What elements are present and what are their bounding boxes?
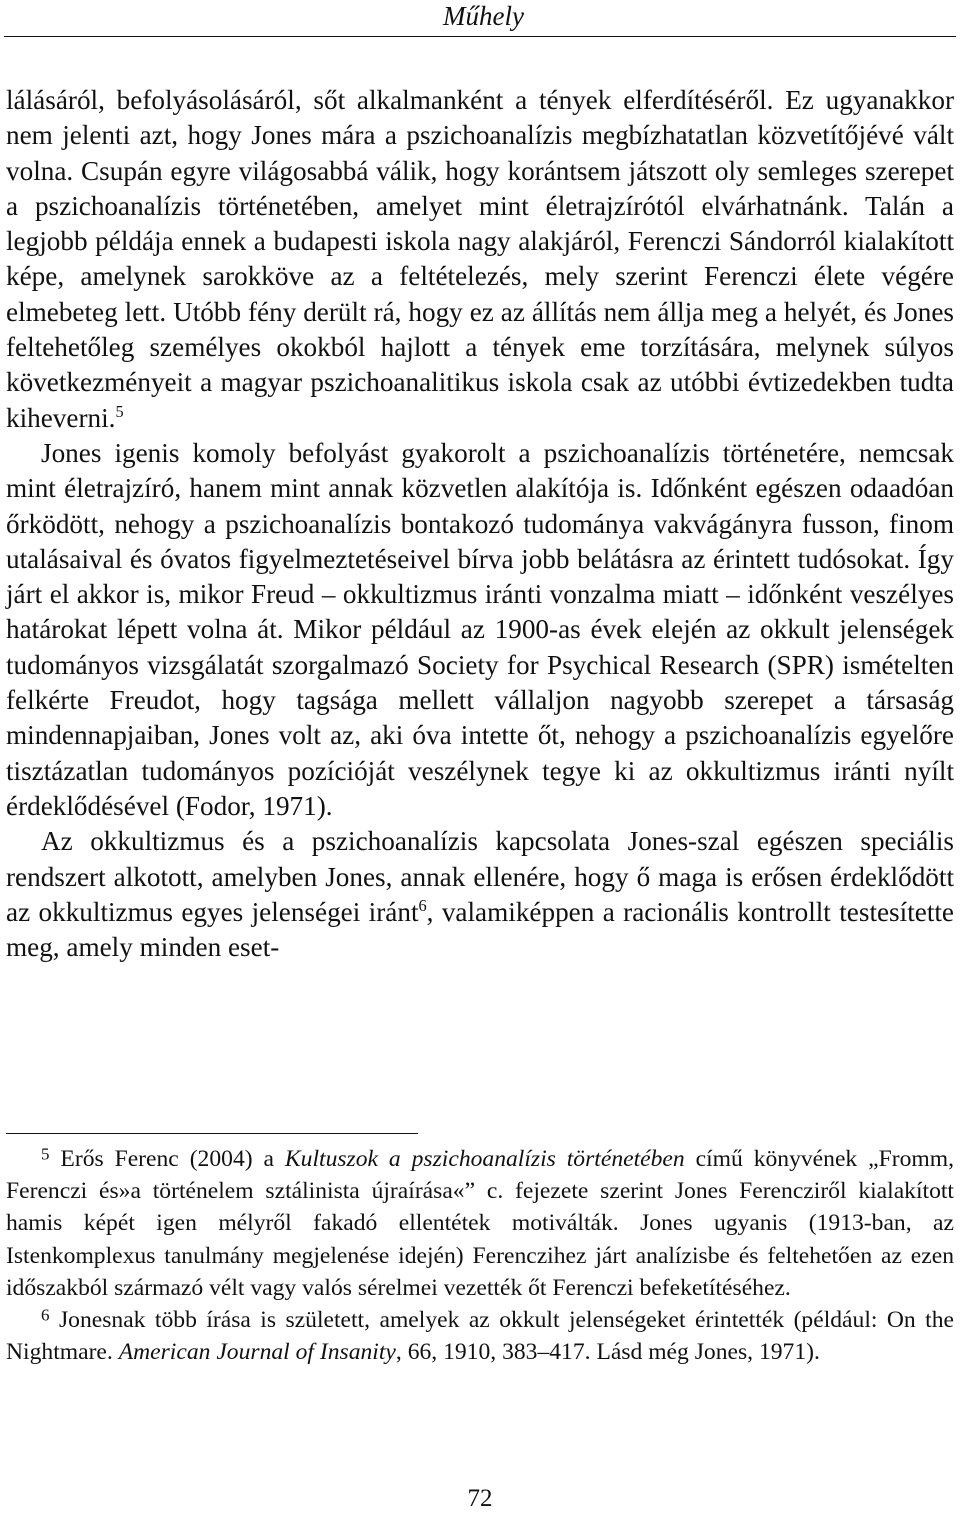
page-number: 72 (467, 1485, 493, 1512)
paragraph-1 (6, 83, 954, 436)
running-header (0, 0, 960, 36)
footnote-5-number: 5 (41, 1144, 50, 1164)
footnote-rule (6, 1133, 418, 1134)
header-rule (4, 36, 956, 37)
main-text (6, 83, 954, 965)
paragraph-3 (6, 824, 954, 965)
footnote-ref-6: 6 (418, 895, 427, 915)
footnote-6 (6, 1304, 954, 1368)
header-title: Műhely (443, 1, 524, 31)
footnotes (6, 1143, 954, 1368)
footnote-5-book-title: Kultuszok a pszichoanalízis történetében (284, 1146, 685, 1172)
footnote-5-text-b: című könyvének „Fromm, Ferenczi és»a történelem sztálinista újraírása«” c. fejezete szerint Jones Ferencziről kialakított hamis képét igen mélyről fakadó ellentétek motiválták. Jones ugyanis (1913-ban, az Istenkomplexus tanulmány megjelenése idején) Ferenczihez járt analízisbe és feltehetően az ezen időszakból származó vélt vagy valós sérelmei vezették őt Ferenczi befeketítéséhez. (6, 1146, 954, 1301)
paragraph-3-text-b: , valamiképpen a racionális kontrollt testesítette meg, amely minden eset- (6, 896, 954, 963)
footnote-5 (6, 1143, 954, 1304)
footnote-6-number: 6 (41, 1305, 50, 1325)
paragraph-3-text-a: Az okkultizmus és a pszichoanalízis kapcsolata Jones-szal egészen speciális rendszert alkotott, amelyben Jones, annak ellenére, hogy ő maga is erősen érdeklődött az okkultizmus egyes jelenségei iránt (6, 826, 954, 927)
footnote-ref-5: 5 (115, 401, 124, 421)
paragraph-1-text: lálásáról, befolyásolásáról, sőt alkalmanként a tények elferdítéséről. Ez ugyanakkor nem jelenti azt, hogy Jones mára a pszichoanalízis megbízhatatlan közvetítőjévé vált volna. Csupán egyre világosabbá válik, hogy korántsem játszott oly semleges szerepet a pszichoanalízis történetében, amelyet mint életrajzírótól elvárhatnánk. Talán a legjobb példája ennek a budapesti iskola nagy alakjáról, Ferenczi Sándorról kialakított képe, amelynek sarokköve az a feltételezés, mely szerint Ferenczi élete végére elmebeteg lett. Utóbb fény derült rá, hogy ez az állítás nem állja meg a helyét, és Jones feltehetőleg személyes okokból hajlott a tények eme torzítására, melynek súlyos következményeit a magyar pszichoanalitikus iskola csak az utóbbi évtizedekben tudta kiheverni. (6, 85, 954, 433)
footnote-6-text-b: , 66, 1910, 383–417. Lásd még Jones, 1971). (395, 1339, 820, 1366)
footnote-6-journal: American Journal of Insanity (118, 1339, 396, 1366)
footnote-5-text-a: Erős Ferenc (2004) a (60, 1146, 285, 1172)
footnote-6-text-a: Jonesnak több írása is született, amelyek az okkult jelenségeket érintették (például: On the Nightmare. (6, 1307, 955, 1366)
paragraph-2: Jones igenis komoly befolyást gyakorolt a pszichoanalízis történetére, nemcsak mint életrajzíró, hanem mint annak közvetlen alakítója is. Időnként egészen odaadóan őrködött, nehogy a pszichoanalízis bontakozó tudománya vakvágányra fusson, finom utalásaival és óvatos figyelmeztetéseivel bírva jobb belátásra az érintett tudósokat. Így járt el akkor is, mikor Freud – okkultizmus iránti vonzalma miatt – időnként veszélyes határokat lépett volna át. Mikor például az 1900-as évek elején az okkult jelenségek tudományos vizsgálatát szorgalmazó Society for Psychical Research (SPR) ismételten felkérte Freudot, hogy tagsága mellett vállaljon nagyobb szerepet a társaság mindennapjaiban, Jones volt az, aki óva intette őt, nehogy a pszichoanalízis egyelőre tisztázatlan tudományos pozícióját veszélynek tegye ki az okkultizmus iránti nyílt érdeklődésével (Fodor, 1971). (6, 437, 954, 821)
